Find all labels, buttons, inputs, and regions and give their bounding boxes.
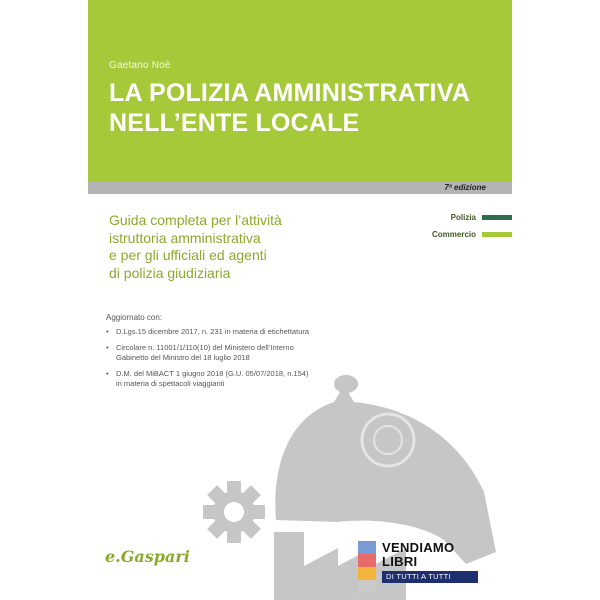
update-text: D.Lgs.15 dicembre 2017, n. 231 in materia di etichettatura <box>116 327 310 336</box>
edition-label: 7ª edizione <box>444 183 486 192</box>
update-text: Circolare n. 11001/1/110(10) del Ministero dell’Interno Gabinetto del Ministro del 18 luglio 2018 <box>116 343 294 362</box>
bullet-icon: • <box>106 327 109 336</box>
tag-color-bar <box>482 232 512 237</box>
watermark-tagline: DI TUTTI A TUTTI <box>382 571 478 583</box>
updates-list <box>106 327 426 395</box>
bullet-icon: • <box>106 369 109 378</box>
subtitle-line: Guida completa per l’attività <box>109 212 282 228</box>
subtitle-line: istruttoria amministrativa <box>109 229 261 246</box>
cover-illustration <box>88 0 512 600</box>
watermark-title-line: LIBRI <box>382 554 418 569</box>
tag-polizia <box>414 211 512 223</box>
tag-color-bar <box>482 215 512 220</box>
updated-label: Aggiornato con: <box>106 313 163 322</box>
watermark-title-line: VENDIAMO <box>382 540 455 555</box>
author-name: Gaetano Noè <box>109 60 171 71</box>
watermark-title <box>382 541 454 569</box>
title-line-2: NELL’ENTE LOCALE <box>109 109 360 137</box>
subtitle-line: di polizia giudiziaria <box>109 264 231 281</box>
tag-commercio <box>414 228 512 240</box>
flag-icon <box>358 541 376 593</box>
subtitle-line: e per gli ufficiali ed agenti <box>109 247 267 263</box>
publisher-logo: e.Gaspari <box>105 547 190 566</box>
book-cover <box>88 0 512 600</box>
list-item <box>106 343 426 363</box>
list-item <box>106 327 426 337</box>
tag-label: Polizia <box>450 212 476 222</box>
book-subtitle <box>109 212 409 282</box>
list-item <box>106 369 426 389</box>
title-line-1: LA POLIZIA AMMINISTRATIVA <box>109 79 470 107</box>
tag-label: Commercio <box>431 229 476 239</box>
update-text: D.M. del MiBACT 1 giugno 2018 (G.U. 05/07/2018, n.154) in materia di spettacoli viaggianti <box>116 369 309 388</box>
vendiamo-libri-watermark <box>350 531 512 600</box>
bullet-icon: • <box>106 343 109 352</box>
